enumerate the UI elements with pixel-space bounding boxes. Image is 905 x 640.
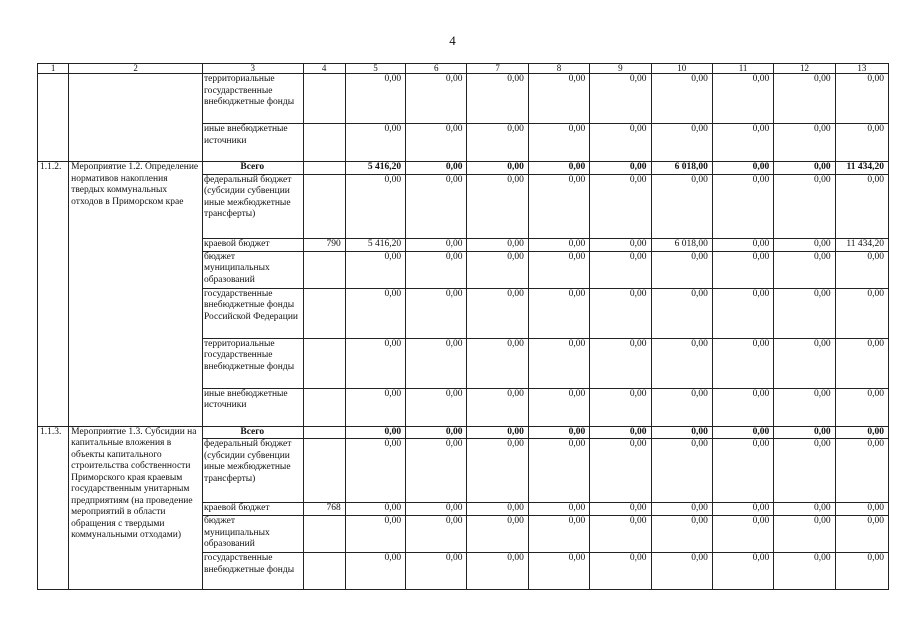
amount-cell: 0,00 — [467, 162, 528, 175]
budget-code — [303, 439, 345, 503]
amount-cell: 0,00 — [467, 388, 528, 426]
amount-cell: 0,00 — [774, 174, 835, 238]
column-header: 5 — [345, 64, 405, 74]
amount-cell: 0,00 — [590, 338, 651, 388]
amount-cell: 0,00 — [345, 516, 405, 553]
amount-cell: 0,00 — [651, 174, 712, 238]
amount-cell: 0,00 — [345, 174, 405, 238]
amount-cell: 0,00 — [774, 503, 835, 516]
amount-cell: 0,00 — [467, 124, 528, 162]
amount-cell: 0,00 — [712, 439, 773, 503]
amount-cell: 0,00 — [651, 516, 712, 553]
amount-cell: 0,00 — [528, 516, 589, 553]
budget-code: 768 — [303, 503, 345, 516]
amount-cell: 0,00 — [712, 288, 773, 338]
amount-cell: 5 416,20 — [345, 162, 405, 175]
amount-cell: 0,00 — [528, 174, 589, 238]
budget-code — [303, 74, 345, 124]
budget-code — [303, 124, 345, 162]
amount-cell: 0,00 — [467, 439, 528, 503]
budget-code — [303, 516, 345, 553]
amount-cell: 0,00 — [467, 174, 528, 238]
amount-cell: 0,00 — [774, 338, 835, 388]
amount-cell: 0,00 — [406, 174, 467, 238]
column-header: 7 — [467, 64, 528, 74]
amount-cell: 0,00 — [590, 174, 651, 238]
amount-cell: 0,00 — [528, 338, 589, 388]
amount-cell: 0,00 — [835, 251, 888, 288]
column-header: 10 — [651, 64, 712, 74]
amount-cell: 0,00 — [590, 288, 651, 338]
amount-cell: 0,00 — [467, 288, 528, 338]
funding-source: краевой бюджет — [202, 503, 303, 516]
amount-cell: 0,00 — [835, 516, 888, 553]
amount-cell: 0,00 — [651, 553, 712, 590]
amount-cell: 0,00 — [590, 251, 651, 288]
amount-cell: 0,00 — [712, 251, 773, 288]
table-row — [38, 162, 889, 175]
amount-cell: 0,00 — [774, 162, 835, 175]
funding-source: Всего — [202, 162, 303, 175]
amount-cell: 11 434,20 — [835, 162, 888, 175]
amount-cell: 0,00 — [345, 553, 405, 590]
funding-source: территориальные государственные внебюджетные фонды — [202, 74, 303, 124]
amount-cell: 0,00 — [835, 174, 888, 238]
amount-cell: 0,00 — [835, 124, 888, 162]
column-header: 6 — [406, 64, 467, 74]
amount-cell: 0,00 — [528, 553, 589, 590]
column-header: 1 — [38, 64, 69, 74]
amount-cell: 0,00 — [528, 251, 589, 288]
amount-cell: 0,00 — [406, 162, 467, 175]
funding-source: территориальные государственные внебюджетные фонды — [202, 338, 303, 388]
column-header: 12 — [774, 64, 835, 74]
funding-source: федеральный бюджет (субсидии субвенции иные межбюджетные трансферты) — [202, 439, 303, 503]
amount-cell: 0,00 — [774, 426, 835, 439]
amount-cell: 0,00 — [774, 553, 835, 590]
amount-cell: 0,00 — [590, 162, 651, 175]
amount-cell: 0,00 — [528, 503, 589, 516]
activity-name: Мероприятие 1.2. Определение нормативов накопления твердых коммунальных отходов в Приморском крае — [69, 162, 203, 427]
amount-cell: 0,00 — [528, 124, 589, 162]
amount-cell: 0,00 — [406, 503, 467, 516]
amount-cell: 0,00 — [774, 288, 835, 338]
amount-cell: 0,00 — [651, 124, 712, 162]
amount-cell: 0,00 — [406, 338, 467, 388]
amount-cell: 0,00 — [406, 251, 467, 288]
amount-cell: 0,00 — [774, 516, 835, 553]
column-header: 9 — [590, 64, 651, 74]
amount-cell: 0,00 — [590, 238, 651, 251]
activity-id: 1.1.3. — [38, 426, 69, 590]
funding-source: Всего — [202, 426, 303, 439]
column-header: 13 — [835, 64, 888, 74]
amount-cell: 0,00 — [345, 503, 405, 516]
amount-cell: 0,00 — [406, 238, 467, 251]
header-row — [38, 64, 889, 74]
budget-code: 790 — [303, 238, 345, 251]
amount-cell: 0,00 — [590, 74, 651, 124]
amount-cell: 0,00 — [774, 388, 835, 426]
amount-cell: 0,00 — [345, 426, 405, 439]
amount-cell: 0,00 — [467, 516, 528, 553]
amount-cell: 0,00 — [712, 338, 773, 388]
amount-cell: 0,00 — [835, 439, 888, 503]
budget-code — [303, 426, 345, 439]
amount-cell: 0,00 — [651, 251, 712, 288]
amount-cell: 0,00 — [835, 426, 888, 439]
funding-source: государственные внебюджетные фонды — [202, 553, 303, 590]
amount-cell: 0,00 — [406, 553, 467, 590]
amount-cell: 0,00 — [528, 238, 589, 251]
amount-cell: 0,00 — [467, 426, 528, 439]
column-header: 8 — [528, 64, 589, 74]
amount-cell: 0,00 — [528, 388, 589, 426]
funding-source: государственные внебюджетные фонды Российской Федерации — [202, 288, 303, 338]
table-row — [38, 74, 889, 124]
amount-cell: 0,00 — [712, 174, 773, 238]
amount-cell: 0,00 — [712, 238, 773, 251]
amount-cell: 5 416,20 — [345, 238, 405, 251]
budget-code — [303, 288, 345, 338]
amount-cell: 0,00 — [651, 338, 712, 388]
budget-code — [303, 388, 345, 426]
activity-name: Мероприятие 1.3. Субсидии на капитальные вложения в объекты капитального строительства собственности Приморского края краевым государственным унитарным предприятиям (на проведение мероприятий в области обращения с твердыми коммунальными отходами) — [69, 426, 203, 590]
amount-cell: 11 434,20 — [835, 238, 888, 251]
column-header: 4 — [303, 64, 345, 74]
amount-cell: 0,00 — [406, 516, 467, 553]
budget-code — [303, 553, 345, 590]
amount-cell: 0,00 — [345, 439, 405, 503]
amount-cell: 0,00 — [590, 388, 651, 426]
amount-cell: 0,00 — [651, 426, 712, 439]
column-header: 3 — [202, 64, 303, 74]
budget-code — [303, 338, 345, 388]
amount-cell: 0,00 — [651, 503, 712, 516]
amount-cell: 0,00 — [345, 338, 405, 388]
amount-cell: 0,00 — [590, 439, 651, 503]
amount-cell: 0,00 — [467, 251, 528, 288]
amount-cell: 0,00 — [774, 74, 835, 124]
row-name-cell — [69, 74, 203, 162]
amount-cell: 0,00 — [345, 288, 405, 338]
amount-cell: 0,00 — [651, 439, 712, 503]
amount-cell: 0,00 — [406, 74, 467, 124]
column-header: 11 — [712, 64, 773, 74]
funding-source: краевой бюджет — [202, 238, 303, 251]
amount-cell: 6 018,00 — [651, 162, 712, 175]
budget-code — [303, 251, 345, 288]
amount-cell: 0,00 — [590, 516, 651, 553]
amount-cell: 0,00 — [406, 426, 467, 439]
amount-cell: 0,00 — [774, 238, 835, 251]
funding-source: федеральный бюджет (субсидии субвенции иные межбюджетные трансферты) — [202, 174, 303, 238]
amount-cell: 0,00 — [774, 439, 835, 503]
amount-cell: 0,00 — [528, 439, 589, 503]
table-row — [38, 426, 889, 439]
amount-cell: 0,00 — [528, 162, 589, 175]
amount-cell: 0,00 — [774, 251, 835, 288]
amount-cell: 0,00 — [712, 388, 773, 426]
amount-cell: 0,00 — [835, 288, 888, 338]
budget-table — [37, 63, 889, 590]
amount-cell: 0,00 — [651, 74, 712, 124]
amount-cell: 0,00 — [345, 388, 405, 426]
amount-cell: 0,00 — [345, 124, 405, 162]
amount-cell: 0,00 — [406, 388, 467, 426]
amount-cell: 0,00 — [467, 74, 528, 124]
amount-cell: 0,00 — [712, 74, 773, 124]
amount-cell: 0,00 — [345, 251, 405, 288]
amount-cell: 0,00 — [712, 124, 773, 162]
amount-cell: 0,00 — [712, 516, 773, 553]
amount-cell: 0,00 — [467, 503, 528, 516]
amount-cell: 0,00 — [712, 162, 773, 175]
amount-cell: 0,00 — [835, 388, 888, 426]
budget-code — [303, 174, 345, 238]
amount-cell: 0,00 — [590, 124, 651, 162]
amount-cell: 0,00 — [590, 553, 651, 590]
amount-cell: 0,00 — [528, 426, 589, 439]
budget-code — [303, 162, 345, 175]
amount-cell: 0,00 — [712, 553, 773, 590]
funding-source: иные внебюджетные источники — [202, 124, 303, 162]
funding-source: иные внебюджетные источники — [202, 388, 303, 426]
amount-cell: 0,00 — [835, 338, 888, 388]
column-header: 2 — [69, 64, 203, 74]
amount-cell: 6 018,00 — [651, 238, 712, 251]
amount-cell: 0,00 — [835, 503, 888, 516]
amount-cell: 0,00 — [590, 503, 651, 516]
amount-cell: 0,00 — [467, 238, 528, 251]
amount-cell: 0,00 — [528, 288, 589, 338]
amount-cell: 0,00 — [528, 74, 589, 124]
amount-cell: 0,00 — [712, 426, 773, 439]
amount-cell: 0,00 — [345, 74, 405, 124]
page-number: 4 — [449, 33, 456, 48]
amount-cell: 0,00 — [835, 74, 888, 124]
amount-cell: 0,00 — [651, 388, 712, 426]
amount-cell: 0,00 — [406, 439, 467, 503]
amount-cell: 0,00 — [651, 288, 712, 338]
row-id-cell — [38, 74, 69, 162]
funding-source: бюджет муниципальных образований — [202, 516, 303, 553]
amount-cell: 0,00 — [835, 553, 888, 590]
amount-cell: 0,00 — [774, 124, 835, 162]
amount-cell: 0,00 — [712, 503, 773, 516]
amount-cell: 0,00 — [406, 124, 467, 162]
amount-cell: 0,00 — [467, 553, 528, 590]
amount-cell: 0,00 — [406, 288, 467, 338]
funding-source: бюджет муниципальных образований — [202, 251, 303, 288]
activity-id: 1.1.2. — [38, 162, 69, 427]
amount-cell: 0,00 — [590, 426, 651, 439]
amount-cell: 0,00 — [467, 338, 528, 388]
